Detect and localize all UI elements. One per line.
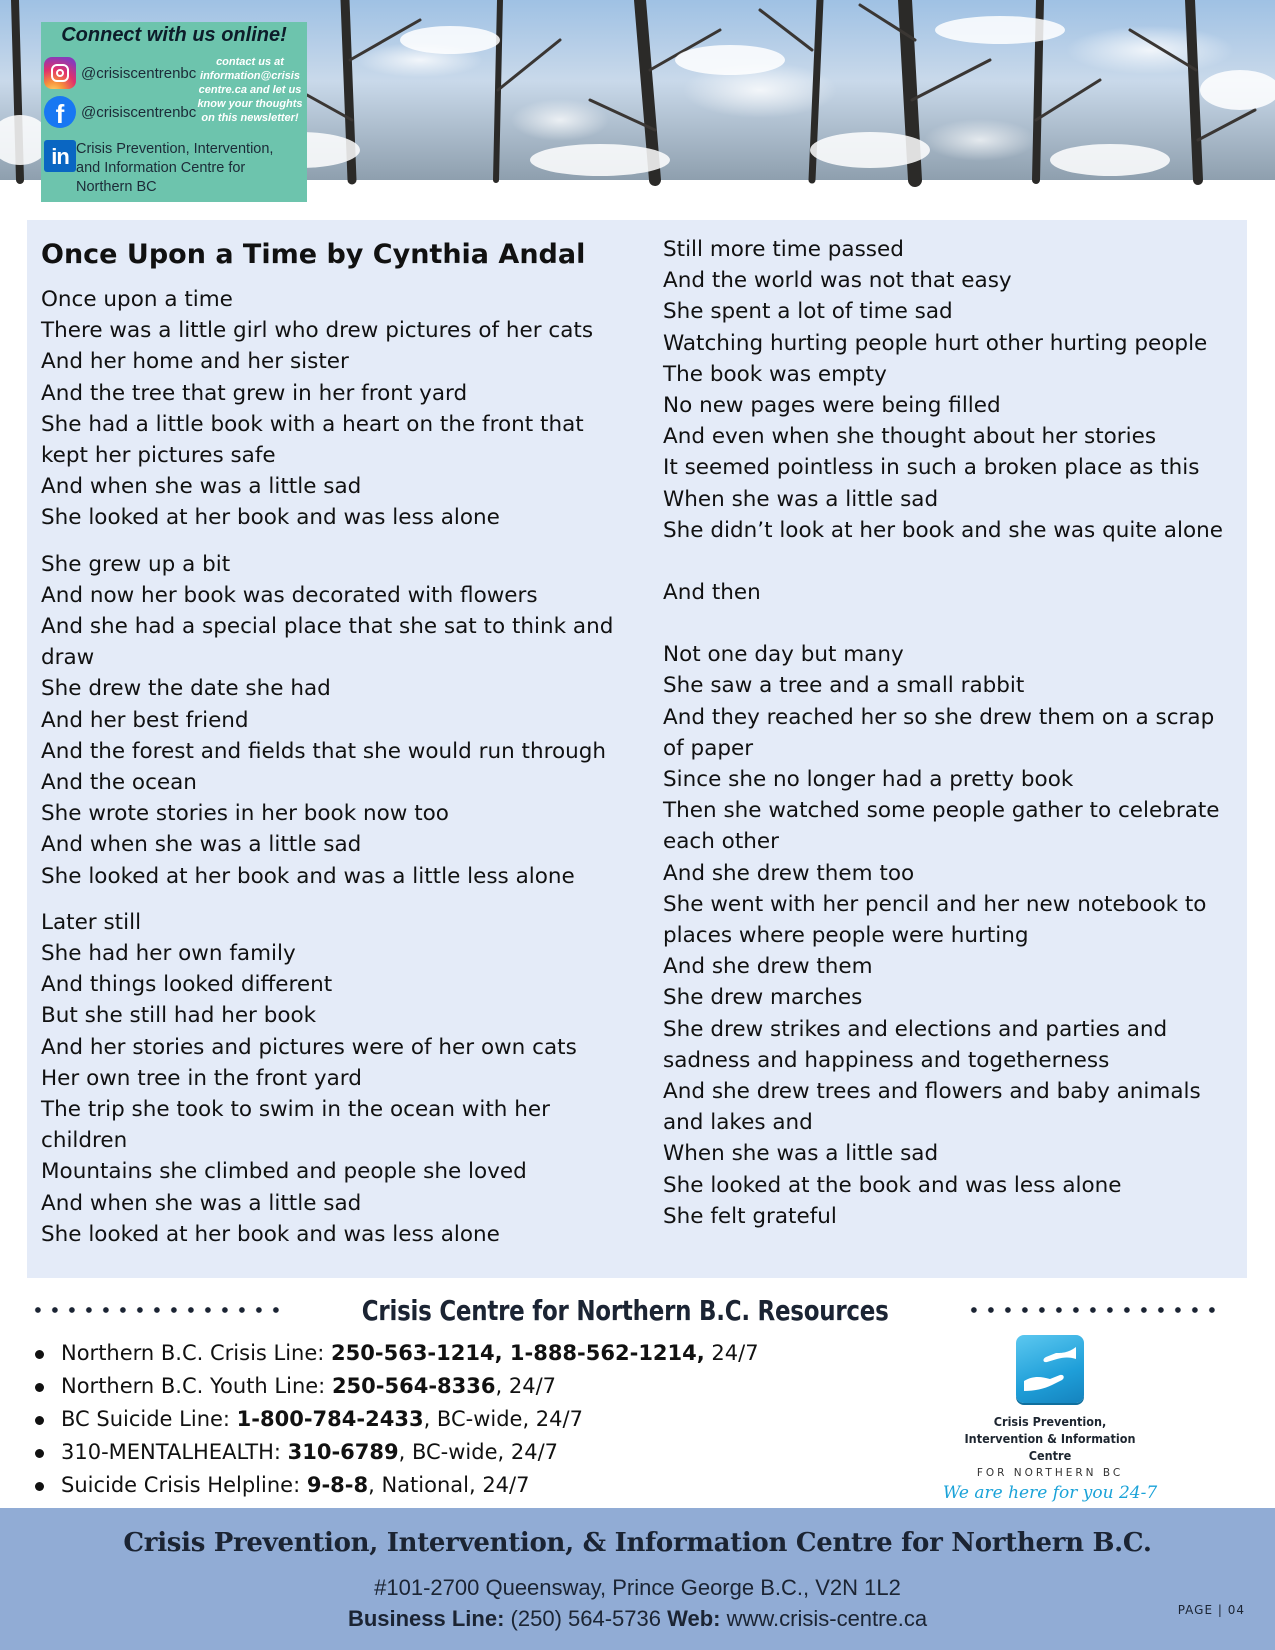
poem-left-column [41, 220, 621, 1265]
poem-line: And the forest and fields that she would run through [41, 738, 607, 764]
poem-line: And things looked different [41, 972, 333, 998]
poem-stanza [41, 284, 621, 534]
resource-availability: , National, 24/7 [368, 1473, 530, 1497]
footer-address: #101-2700 Queensway, Prince George B.C., V2N 1L2 [374, 1575, 901, 1600]
poem-stanza [41, 907, 621, 1250]
poem-line: And her best friend [41, 707, 249, 733]
poem-line: And when she was a little sad [41, 1190, 362, 1216]
poem-line: There was a little girl who drew pictures of her cats [41, 318, 594, 344]
footer-organization: Crisis Prevention, Intervention, & Information Centre for Northern B.C. [123, 1528, 1152, 1558]
poem-line: And even when she thought about her stories [663, 424, 1157, 450]
resource-availability: 24/7 [704, 1341, 759, 1365]
business-line-number[interactable]: (250) 564-5736 [504, 1606, 668, 1631]
poem-line: And then [663, 580, 761, 606]
poem-line: of paper [663, 735, 754, 761]
poem-line: The trip she took to swim in the ocean with her [41, 1097, 550, 1123]
poem-panel [27, 220, 1247, 1278]
resource-item [32, 1436, 892, 1469]
poem-line: places where people were hurting [663, 923, 1029, 949]
resource-label: Suicide Crisis Helpline: [61, 1473, 307, 1497]
poem-line: But she still had her book [41, 1003, 317, 1029]
poem-line: No new pages were being filled [663, 393, 1001, 419]
poem-line: children [41, 1128, 128, 1154]
logo-subtitle: FOR NORTHERN BC [976, 1467, 1124, 1479]
poem-line: sadness and happiness and togetherness [663, 1047, 1110, 1073]
poem-line: She looked at her book and was less alone [41, 1221, 500, 1247]
poem-line: Since she no longer had a pretty book [663, 767, 1074, 793]
instagram-handle: @crisiscentrenbc [81, 64, 197, 82]
footer [0, 1508, 1275, 1650]
resource-label: 310-MENTALHEALTH: [61, 1440, 288, 1464]
resources-heading: Crisis Centre for Northern B.C. Resources [361, 1293, 889, 1327]
resource-phone-number[interactable]: 250-564-8336 [331, 1374, 496, 1398]
poem-line: When she was a little sad [663, 486, 939, 512]
resource-phone-number[interactable]: 9-8-8 [306, 1473, 369, 1497]
helping-hands-icon [1016, 1335, 1084, 1403]
poem-line: She looked at her book and was less alone [41, 505, 500, 531]
poem-line: And she drew them [663, 954, 873, 980]
poem-line: Mountains she climbed and people she loved [41, 1159, 527, 1185]
poem-line: And the ocean [41, 770, 197, 796]
resource-label: Northern B.C. Youth Line: [61, 1374, 332, 1398]
poem-line: each other [663, 829, 779, 855]
poem-line: She felt grateful [663, 1203, 837, 1229]
social-media-card [41, 22, 307, 202]
poem-line: And when she was a little sad [41, 474, 362, 500]
resource-item [32, 1370, 892, 1403]
header-banner [0, 0, 1275, 195]
poem-line: Once upon a time [41, 287, 233, 312]
business-line-label: Business Line: [347, 1606, 505, 1631]
page-number: PAGE | 04 [1177, 1603, 1245, 1617]
resource-availability: , 24/7 [495, 1374, 557, 1398]
poem-line: She drew the date she had [41, 676, 331, 702]
poem-line: The book was empty [663, 361, 887, 387]
resource-phone-number[interactable]: 250-563-1214, 1-888-562-1214, [331, 1341, 705, 1365]
poem-line: She spent a lot of time sad [663, 299, 953, 325]
facebook-row[interactable] [44, 96, 196, 128]
resource-phone-number[interactable]: 310-6789 [287, 1440, 399, 1464]
poem-line: And the tree that grew in her front yard [41, 380, 468, 406]
resource-item [32, 1403, 892, 1436]
dotted-divider-right [966, 1306, 1220, 1314]
poem-line: kept her pictures safe [41, 443, 276, 469]
poem-stanza [41, 549, 621, 892]
logo-tagline: We are here for you 24-7 [942, 1483, 1158, 1503]
poem-line: And she had a special place that she sat to think and [41, 614, 614, 640]
poem-line: Watching hurting people hurt other hurting people [663, 330, 1208, 356]
logo-name-line1: Crisis Prevention, [993, 1414, 1107, 1429]
poem-line: and lakes and [663, 1110, 813, 1136]
resource-label: Northern B.C. Crisis Line: [61, 1341, 332, 1365]
poem-line: Still more time passed [663, 237, 904, 262]
poem-stanza [663, 234, 1243, 546]
poem-line: Later still [41, 909, 142, 935]
resources-list [32, 1337, 892, 1502]
resources-heading-row [30, 1290, 1220, 1330]
website-link[interactable]: www.crisis-centre.ca [720, 1606, 928, 1631]
crisis-centre-logo [930, 1335, 1170, 1503]
poem-line: And her stories and pictures were of her own cats [41, 1034, 577, 1060]
resource-availability: , BC-wide, 24/7 [423, 1407, 583, 1431]
poem-line: She looked at the book and was less alone [663, 1172, 1122, 1198]
poem-title: Once Upon a Time by Cynthia Andal [41, 239, 586, 270]
web-label: Web: [667, 1606, 721, 1631]
linkedin-icon: in [44, 140, 76, 172]
instagram-row[interactable] [44, 57, 196, 89]
poem-right-column [663, 220, 1243, 1247]
poem-line: And she drew them too [663, 860, 915, 886]
poem-line: And now her book was decorated with flowers [41, 582, 538, 608]
poem-stanza [663, 577, 1243, 608]
poem-line: And the world was not that easy [663, 268, 1012, 294]
poem-line: And when she was a little sad [41, 832, 362, 858]
linkedin-text: Crisis Prevention, Intervention, and Information Centre for Northern BC [76, 141, 274, 195]
logo-name [942, 1413, 1158, 1464]
poem-line: And her home and her sister [41, 349, 349, 375]
poem-line: She went with her pencil and her new notebook to [663, 891, 1207, 917]
facebook-handle: @crisiscentrenbc [81, 103, 197, 121]
right-stanzas [663, 234, 1243, 1232]
poem-line: She wrote stories in her book now too [41, 801, 449, 827]
resource-phone-number[interactable]: 1-800-784-2433 [236, 1407, 424, 1431]
poem-line: She had her own family [41, 941, 296, 967]
logo-name-line2: Intervention & Information Centre [964, 1431, 1136, 1463]
contact-note: contact us at information@crisis centre.ca and let us know your thoughts on this newsletter! [197, 56, 303, 124]
resource-availability: , BC-wide, 24/7 [398, 1440, 559, 1464]
instagram-icon [44, 57, 76, 89]
social-card-title: Connect with us online! [61, 24, 287, 46]
poem-line: Then she watched some people gather to celebrate [663, 798, 1220, 824]
poem-line: Not one day but many [663, 642, 904, 668]
resource-item [32, 1469, 892, 1502]
poem-line: She didn’t look at her book and she was quite alone [663, 517, 1223, 543]
dotted-divider-left [30, 1306, 284, 1314]
footer-contact-line [0, 1606, 1275, 1632]
poem-line: It seemed pointless in such a broken place as this [663, 455, 1200, 481]
poem-line: She drew strikes and elections and parties and [663, 1016, 1168, 1042]
resource-item [32, 1337, 892, 1370]
poem-line: She drew marches [663, 985, 863, 1011]
poem-stanza [663, 639, 1243, 1232]
facebook-icon: f [44, 96, 76, 128]
poem-line: And they reached her so she drew them on a scrap [663, 704, 1215, 730]
poem-line: And she drew trees and flowers and baby animals [663, 1079, 1201, 1105]
linkedin-row[interactable] [44, 140, 76, 172]
poem-line: When she was a little sad [663, 1141, 939, 1167]
poem-line: Her own tree in the front yard [41, 1065, 362, 1091]
resource-label: BC Suicide Line: [61, 1407, 237, 1431]
poem-line: She grew up a bit [41, 551, 231, 577]
poem-line: draw [41, 645, 95, 671]
poem-line: She had a little book with a heart on the front that [41, 411, 584, 437]
left-stanzas [41, 284, 621, 1250]
poem-line: She saw a tree and a small rabbit [663, 673, 1025, 699]
poem-line: She looked at her book and was a little less alone [41, 863, 575, 889]
